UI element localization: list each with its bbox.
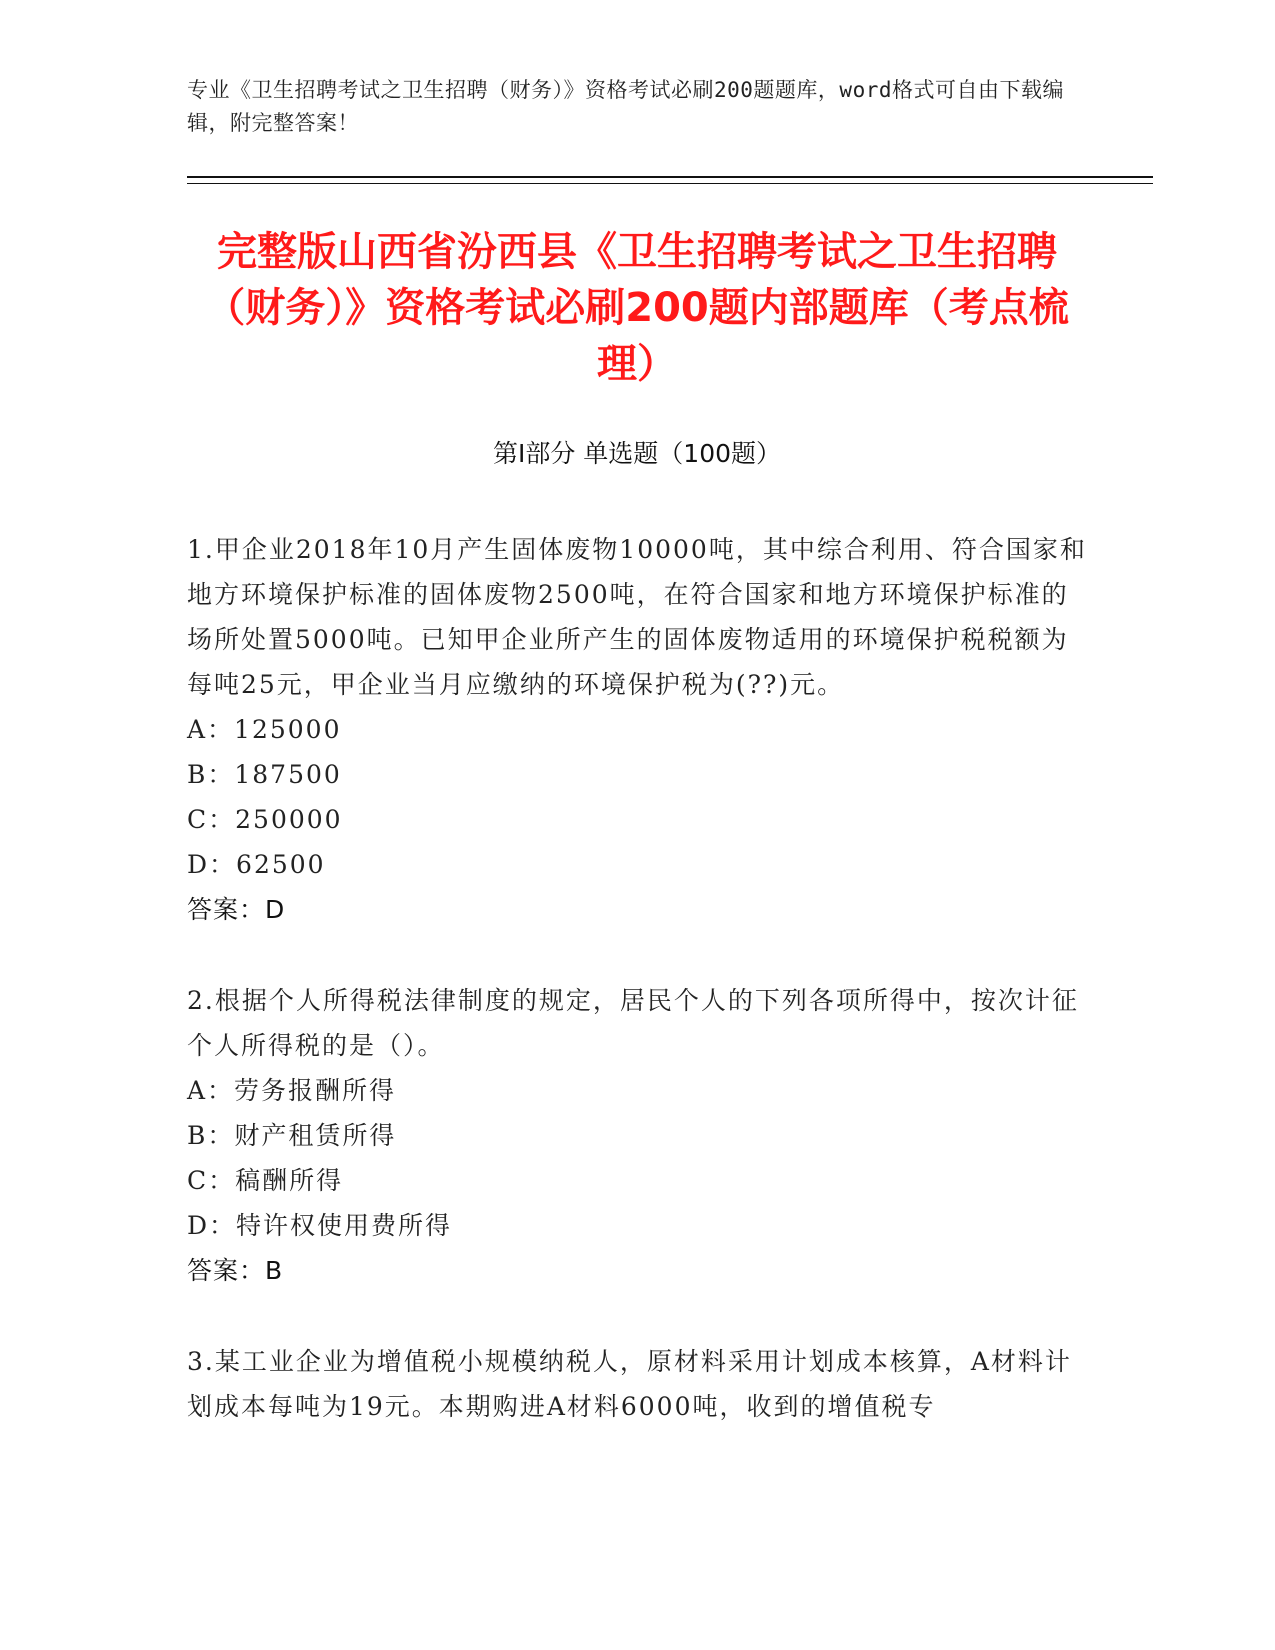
option-b: B：187500 (187, 760, 342, 789)
option-c: C：250000 (187, 805, 343, 834)
header-note: 专业《卫生招聘考试之卫生招聘（财务）》资格考试必刷200题题库，word格式可自由下载编辑，附完整答案！ (187, 78, 1064, 135)
question-1 (187, 527, 1087, 932)
question-2 (187, 978, 1087, 1293)
option-c: C：稿酬所得 (187, 1166, 344, 1195)
question-stem: 3.某工业企业为增值税小规模纳税人，原材料采用计划成本核算，A材料计划成本每吨为19元。本期购进A材料6000吨，收到的增值税专 (187, 1347, 1072, 1421)
header-rule-thin (187, 183, 1153, 184)
answer-line: 答案：B (187, 1256, 284, 1285)
question-stem: 2.根据个人所得税法律制度的规定，居民个人的下列各项所得中，按次计征个人所得税的是（）。 (187, 986, 1079, 1060)
section-heading: 第Ⅰ部分 单选题（100题） (492, 439, 782, 468)
question-3 (187, 1339, 1087, 1429)
option-a: A：125000 (187, 715, 342, 744)
option-a: A：劳务报酬所得 (187, 1076, 397, 1105)
document-title: 完整版山西省汾西县《卫生招聘考试之卫生招聘（财务）》资格考试必刷200题内部题库（考点梳理） (205, 229, 1069, 387)
option-d: D：特许权使用费所得 (187, 1211, 453, 1240)
header-rule-thick (187, 176, 1153, 178)
question-stem: 1.甲企业2018年10月产生固体废物10000吨，其中综合利用、符合国家和地方环境保护标准的固体废物2500吨，在符合国家和地方环境保护标准的场所处置5000吨。已知甲企业所产生的固体废物适用的环境保护税税额为每吨25元，甲企业当月应缴纳的环境保护税为(??)元。 (187, 535, 1087, 699)
question-list (187, 527, 1087, 1429)
option-d: D：62500 (187, 850, 326, 879)
option-b: B：财产租赁所得 (187, 1121, 397, 1150)
answer-line: 答案：D (187, 895, 286, 924)
